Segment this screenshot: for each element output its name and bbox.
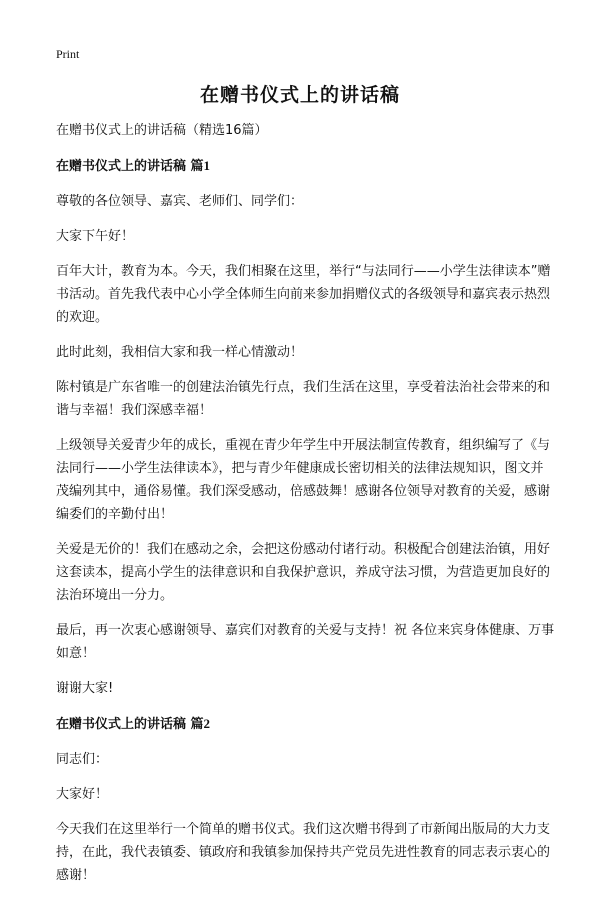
paragraph: 谢谢大家! bbox=[56, 681, 114, 696]
section-heading bbox=[56, 154, 556, 178]
paragraph: 此时此刻，我相信大家和我一样心情激动！ bbox=[56, 345, 304, 360]
paragraph: 尊敬的各位领导、嘉宾、老师们、同学们： bbox=[56, 194, 304, 209]
paragraph: 上级领导关爱青少年的成长，重视在青少年学生中开展法制宣传教育，组织编写了《与法同行——小学生法律读本》，把与青少年健康成长密切相关的法律法规知识，图文并茂编列其中，通俗易懂。我们深受感动，倍感鼓舞！感谢各位领导对教育的关爱，感谢编委们的辛勤付出！ bbox=[56, 438, 551, 522]
paragraph: 同志们： bbox=[56, 752, 109, 767]
section-heading-number: 篇1 bbox=[190, 158, 211, 173]
paragraph: 大家下午好！ bbox=[56, 229, 135, 244]
section-heading bbox=[56, 712, 556, 736]
section-heading-number: 篇2 bbox=[190, 716, 211, 731]
paragraph: 今天我们在这里举行一个简单的赠书仪式。我们这次赠书得到了市新闻出版局的大力支持，在此，我代表镇委、镇政府和我镇参加保持共产党员先进性教育的同志表示衷心的感谢！ bbox=[56, 822, 551, 883]
paragraph: 最后，再一次衷心感谢领导、嘉宾们对教育的关爱与支持！祝 各位来宾身体健康、万事如意！ bbox=[56, 623, 555, 661]
print-link[interactable]: Print bbox=[56, 47, 80, 61]
document-body bbox=[56, 119, 556, 899]
document-subtitle: 在赠书仪式上的讲话稿（精选16篇） bbox=[56, 123, 268, 138]
paragraph: 陈村镇是广东省唯一的创建法治镇先行点，我们生活在这里，享受着法治社会带来的和谐与幸福！我们深感幸福！ bbox=[56, 380, 551, 418]
document-title: 在赠书仪式上的讲话稿 bbox=[199, 84, 400, 106]
paragraph: 关爱是无价的！我们在感动之余，会把这份感动付诸行动。积极配合创建法治镇，用好这套读本，提高小学生的法律意识和自我保护意识，养成守法习惯，为营造更加良好的法治环境出一分力。 bbox=[56, 542, 551, 603]
paragraph: 大家好！ bbox=[56, 787, 109, 802]
paragraph: 百年大计，教育为本。今天，我们相聚在这里，举行“与法同行——小学生法律读本”赠书活动。首先我代表中心小学全体师生向前来参加捐赠仪式的各级领导和嘉宾表示热烈的欢迎。 bbox=[56, 264, 551, 325]
section-heading-text: 在赠书仪式上的讲话稿 bbox=[56, 159, 187, 174]
section-heading-text: 在赠书仪式上的讲话稿 bbox=[56, 717, 187, 732]
